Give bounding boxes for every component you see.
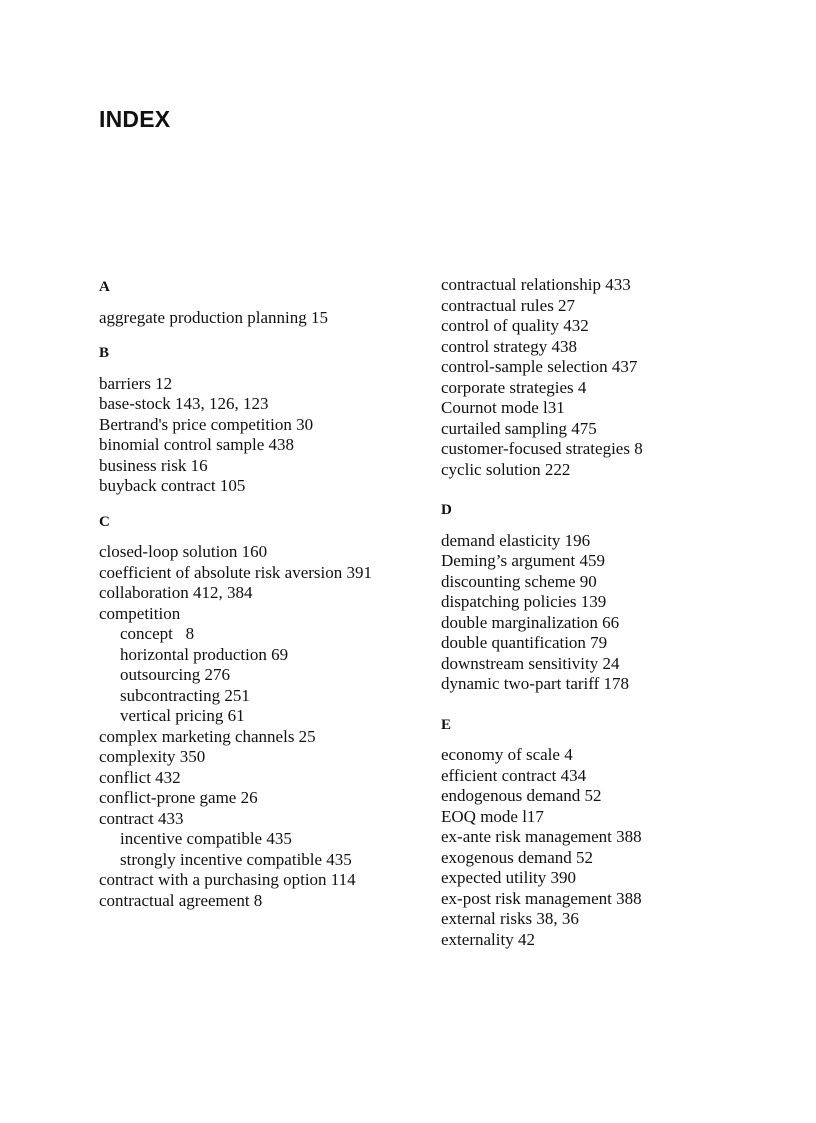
index-entry: expected utility 390: [441, 868, 577, 887]
section-letter: B: [99, 345, 110, 361]
index-subentry: incentive compatible 435: [120, 829, 292, 848]
index-entry: endogenous demand 52: [441, 786, 602, 805]
index-entry: double marginalization 66: [441, 612, 620, 632]
index-entry: external risks 38, 36: [441, 909, 579, 928]
index-entry: closed-loop solution 160: [99, 542, 268, 561]
index-entry: control strategy 438: [441, 336, 577, 356]
index-entry: conflict 432: [99, 767, 181, 787]
index-entry: downstream sensitivity 24: [441, 653, 620, 673]
section-letter: E: [441, 716, 452, 733]
index-entry: binomial control sample 438: [99, 435, 294, 454]
index-column-right: [441, 275, 741, 963]
page-title: INDEX: [99, 106, 171, 132]
index-entry: curtailed sampling 475: [441, 418, 597, 438]
index-subentry: horizontal production 69: [120, 644, 289, 664]
index-entry: dispatching policies 139: [441, 592, 607, 611]
index-entry: Bertrand's price competition 30: [99, 414, 314, 434]
index-entry: barriers 12: [99, 373, 173, 393]
index-entry: economy of scale 4: [441, 745, 573, 764]
index-subentry: concept 8: [120, 624, 195, 643]
section-letter: A: [99, 279, 110, 295]
section-letter: D: [441, 502, 452, 518]
index-entry: complexity 350: [99, 747, 206, 766]
index-entry: competition: [99, 603, 181, 623]
index-entry: contractual agreement 8: [99, 890, 263, 910]
index-entry: cyclic solution 222: [441, 459, 571, 479]
index-entry: collaboration 412, 384: [99, 583, 253, 602]
index-entry: coefficient of absolute risk aversion 391: [99, 562, 373, 582]
index-subentry: subcontracting 251: [120, 685, 250, 705]
index-entry: aggregate production planning 15: [99, 307, 328, 327]
index-entry: contract with a purchasing option 114: [99, 870, 356, 889]
index-entry: Deming’s argument 459: [441, 551, 605, 570]
index-entry: discounting scheme 90: [441, 571, 597, 591]
section-d: [441, 498, 741, 695]
section-a: [99, 275, 389, 328]
index-entry: complex marketing channels 25: [99, 726, 316, 746]
index-column-left: [99, 275, 389, 924]
index-entry: double quantification 79: [441, 633, 608, 652]
index-entry: demand elasticity 196: [441, 530, 591, 550]
index-entry: efficient contract 434: [441, 765, 587, 785]
index-subentry: strongly incentive compatible 435: [120, 849, 352, 869]
index-entry: ex-post risk management 388: [441, 888, 642, 908]
index-entry: contract 433: [99, 808, 184, 828]
index-entry: business risk 16: [99, 455, 208, 475]
index-entry: corporate strategies 4: [441, 377, 587, 397]
index-entry: buyback contract 105: [99, 476, 246, 495]
section-letter: C: [99, 513, 110, 530]
section-c-continued: [441, 275, 741, 480]
index-entry: ex-ante risk management 388: [441, 827, 642, 846]
index-subentry: outsourcing 276: [120, 665, 231, 684]
index-entry: externality 42: [441, 929, 535, 949]
section-c: [99, 510, 389, 912]
index-entry: base-stock 143, 126, 123: [99, 394, 269, 413]
index-entry: contractual rules 27: [441, 295, 576, 315]
index-entry: dynamic two-part tariff 178: [441, 674, 630, 693]
section-e: [441, 713, 741, 951]
index-entry: control-sample selection 437: [441, 357, 638, 376]
index-subentry: vertical pricing 61: [120, 706, 245, 725]
index-entry: conflict-prone game 26: [99, 788, 258, 807]
index-entry: control of quality 432: [441, 316, 589, 335]
index-entry: contractual relationship 433: [441, 275, 631, 294]
index-entry: Cournot mode l31: [441, 398, 565, 417]
index-entry: exogenous demand 52: [441, 847, 594, 867]
index-entry: customer-focused strategies 8: [441, 439, 643, 458]
section-b: [99, 341, 389, 497]
index-entry: EOQ mode l17: [441, 806, 544, 826]
